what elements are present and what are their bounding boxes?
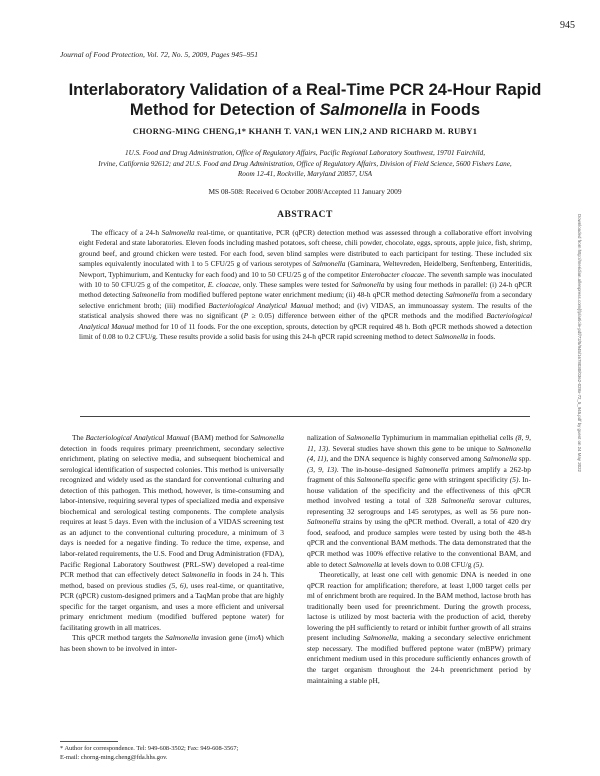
body-paragraph: The Bacteriological Analytical Manual (BAM) method for Salmonella detection in foods requires primary preenrichment, secondary selective enrichment, plating on selective media, and subsequent biochemical and serological identification of suspected colonies. This method is universally recognized and widely used as the standard for conventional culturing and detection of this pathogen. This method, however, is time-consuming and labor-intensive, requiring several types of specialized media and expensive biochemical and serological testing components. The complete analysis requires at least 5 days. Even with the inclusion of a VIDAS screening test as an adjunct to the conventional culturing procedure, a minimum of 3 days is needed for a negative finding. To reduce the time, expense, and labor-related requirements, the U.S. Food and Drug Administration (FDA), Pacific Regional Laboratory Southwest (PRL-SW) developed a real-time PCR method that can effectively detect Salmonella in foods in 24 h. This method, based on previous studies (5, 6), uses real-time, or quantitative, PCR (qPCR) custom-designed primers and a TaqMan probe that are highly specific for the target organism, and uses a more efficient and universal primary enrichment medium (modified buffered peptone water) for facilitating growth in all matrices.: [60, 433, 284, 632]
manuscript-dates: MS 08-508: Received 6 October 2008/Accepted 11 January 2009: [208, 187, 402, 196]
author-list: CHORNG-MING CHENG,1* KHANH T. VAN,1 WEN LIN,2 AND RICHARD M. RUBY1: [132, 127, 478, 136]
footnote-email[interactable]: E-mail: chorng-ming.cheng@fda.hhs.gov.: [60, 753, 168, 761]
affiliations: [75, 148, 535, 180]
correspondence-footnote: [60, 745, 286, 763]
article-title: [40, 80, 570, 120]
download-watermark: Downloaded from http://meridian.allenpress.com/jfp/article-pdf/72/5/945/1678030/0362-028x-72_5_945.pdf by guest on 24 May 2022: [577, 214, 582, 472]
body-paragraph: This qPCR method targets the Salmonella invasion gene (invA) which has been shown to be involved in inter-: [60, 633, 284, 653]
body-paragraph: nalization of Salmonella Typhimurium in mammalian epithelial cells (8, 9, 11, 13). Several studies have shown this gene to be unique to Salmonella (4, 11), and the DNA sequence is highly conserved among Salmonella spp. (3, 9, 13). The in-house–designed Salmonella primers amplify a 262-bp fragment of this Salmonella specific gene with stringent specificity (5). In-house validation of the specificity and the effectiveness of this qPCR method involved testing a total of 328 Salmonella serovar cultures, representing 32 serogroups and 145 serotypes, as well as 56 pure non-Salmonella strains by using the qPCR method. Overall, a total of 420 dry food, seafood, and produce samples were tested by using both the 48-h qPCR and the conventional BAM methods. The data demonstrated that the qPCR method was 100% effective relative to the conventional BAM, and able to detect Salmonella at levels down to 0.08 CFU/g (5).: [307, 433, 532, 569]
body-paragraph: Theoretically, at least one cell with genomic DNA is needed in one qPCR reaction for amplification; therefore, at least 1,000 target cells per ml of enrichment broth are required. In the BAM method, lactose broth has traditionally been used for preenrichment. During the growth process, lactose is utilized by most bacteria with the production of acid, thereby lowering the pH sufficiently to retard or inhibit further growth of all strains present including Salmonella, making a secondary selective enrichment step necessary. The modified buffered peptone water (mBPW) primary enrichment medium used in this procedure sufficiently enhances growth of the target organism throughout the 24-h preenrichment period by maintaining a stable pH,: [307, 570, 531, 685]
affiliation-line-2: Irvine, California 92612; and 2U.S. Food and Drug Administration, Office of Regulatory Affairs, Division of Field Science, 5600 Fishers Lane,: [98, 159, 512, 168]
section-divider: [80, 416, 530, 417]
title-line-2-pre: Method for Detection of: [129, 101, 320, 119]
footnote-divider: [60, 741, 118, 742]
abstract-text: The efficacy of a 24-h Salmonella real-time, or quantitative, PCR (qPCR) detection method was assessed through a collaborative effort involving eight Federal and state laboratories. Eleven foods including mashed potatoes, soft cheese, chili powder, chocolate, eggs, sprouts, apple juice, fish, shrimp, ground beef, and ground chicken were tested. For each food, seven blind samples were distributed to each participant for testing. These included six samples equivalently inoculated with 1 to 5 CFU/25 g of various serotypes of Salmonella (Gaminara, Weltevreden, Heidelberg, Senftenberg, Enteritidis, Newport, Typhimurium, and Kentucky for each food) and 10 to 50 CFU/25 g of the competitor Enterobacter cloacae. The seventh sample was inoculated with 10 to 50 CFU/25 g of the competitor, E. cloacae, only. These samples were tested for Salmonella by using four methods in parallel: (i) 24-h qPCR method detecting Salmonella from modified buffered peptone water enrichment medium; (ii) 48-h qPCR method detecting Salmonella from a secondary selective enrichment broth; (iii) modified Bacteriological Analytical Manual method; and (iv) VIDAS, an immunoassay system. The results of the statistical analysis showed there was no significant (P ≥ 0.05) difference between either of the qPCR methods and the modified Bacteriological Analytical Manual method for 10 of 11 foods. For the one exception, sprouts, detection by qPCR required 48 h. Both qPCR methods showed a detection limit of 0.08 to 0.2 CFU/g. These results provide a solid basis for using this 24-h qPCR rapid screening method to detect Salmonella in foods.: [79, 228, 533, 342]
footnote-line-1: * Author for correspondence. Tel: 949-608-3502; Fax: 949-608-3567;: [60, 745, 239, 752]
body-column-left: [60, 433, 284, 654]
title-line-2-post: in Foods: [406, 101, 481, 119]
title-line-2-italic: Salmonella: [319, 101, 407, 119]
page-number: 945: [560, 20, 575, 31]
journal-citation: Journal of Food Protection, Vol. 72, No. 5, 2009, Pages 945–951: [60, 50, 258, 59]
body-column-right: [307, 433, 531, 686]
abstract-heading: ABSTRACT: [277, 210, 333, 220]
affiliation-line-1: 1U.S. Food and Drug Administration, Office of Regulatory Affairs, Pacific Regional Laboratory Southwest, 19701 Fairchild,: [124, 149, 486, 157]
title-line-1: Interlaboratory Validation of a Real-Time PCR 24-Hour Rapid: [68, 81, 542, 99]
affiliation-line-3: Room 12-41, Rockville, Maryland 20857, USA: [237, 170, 373, 178]
